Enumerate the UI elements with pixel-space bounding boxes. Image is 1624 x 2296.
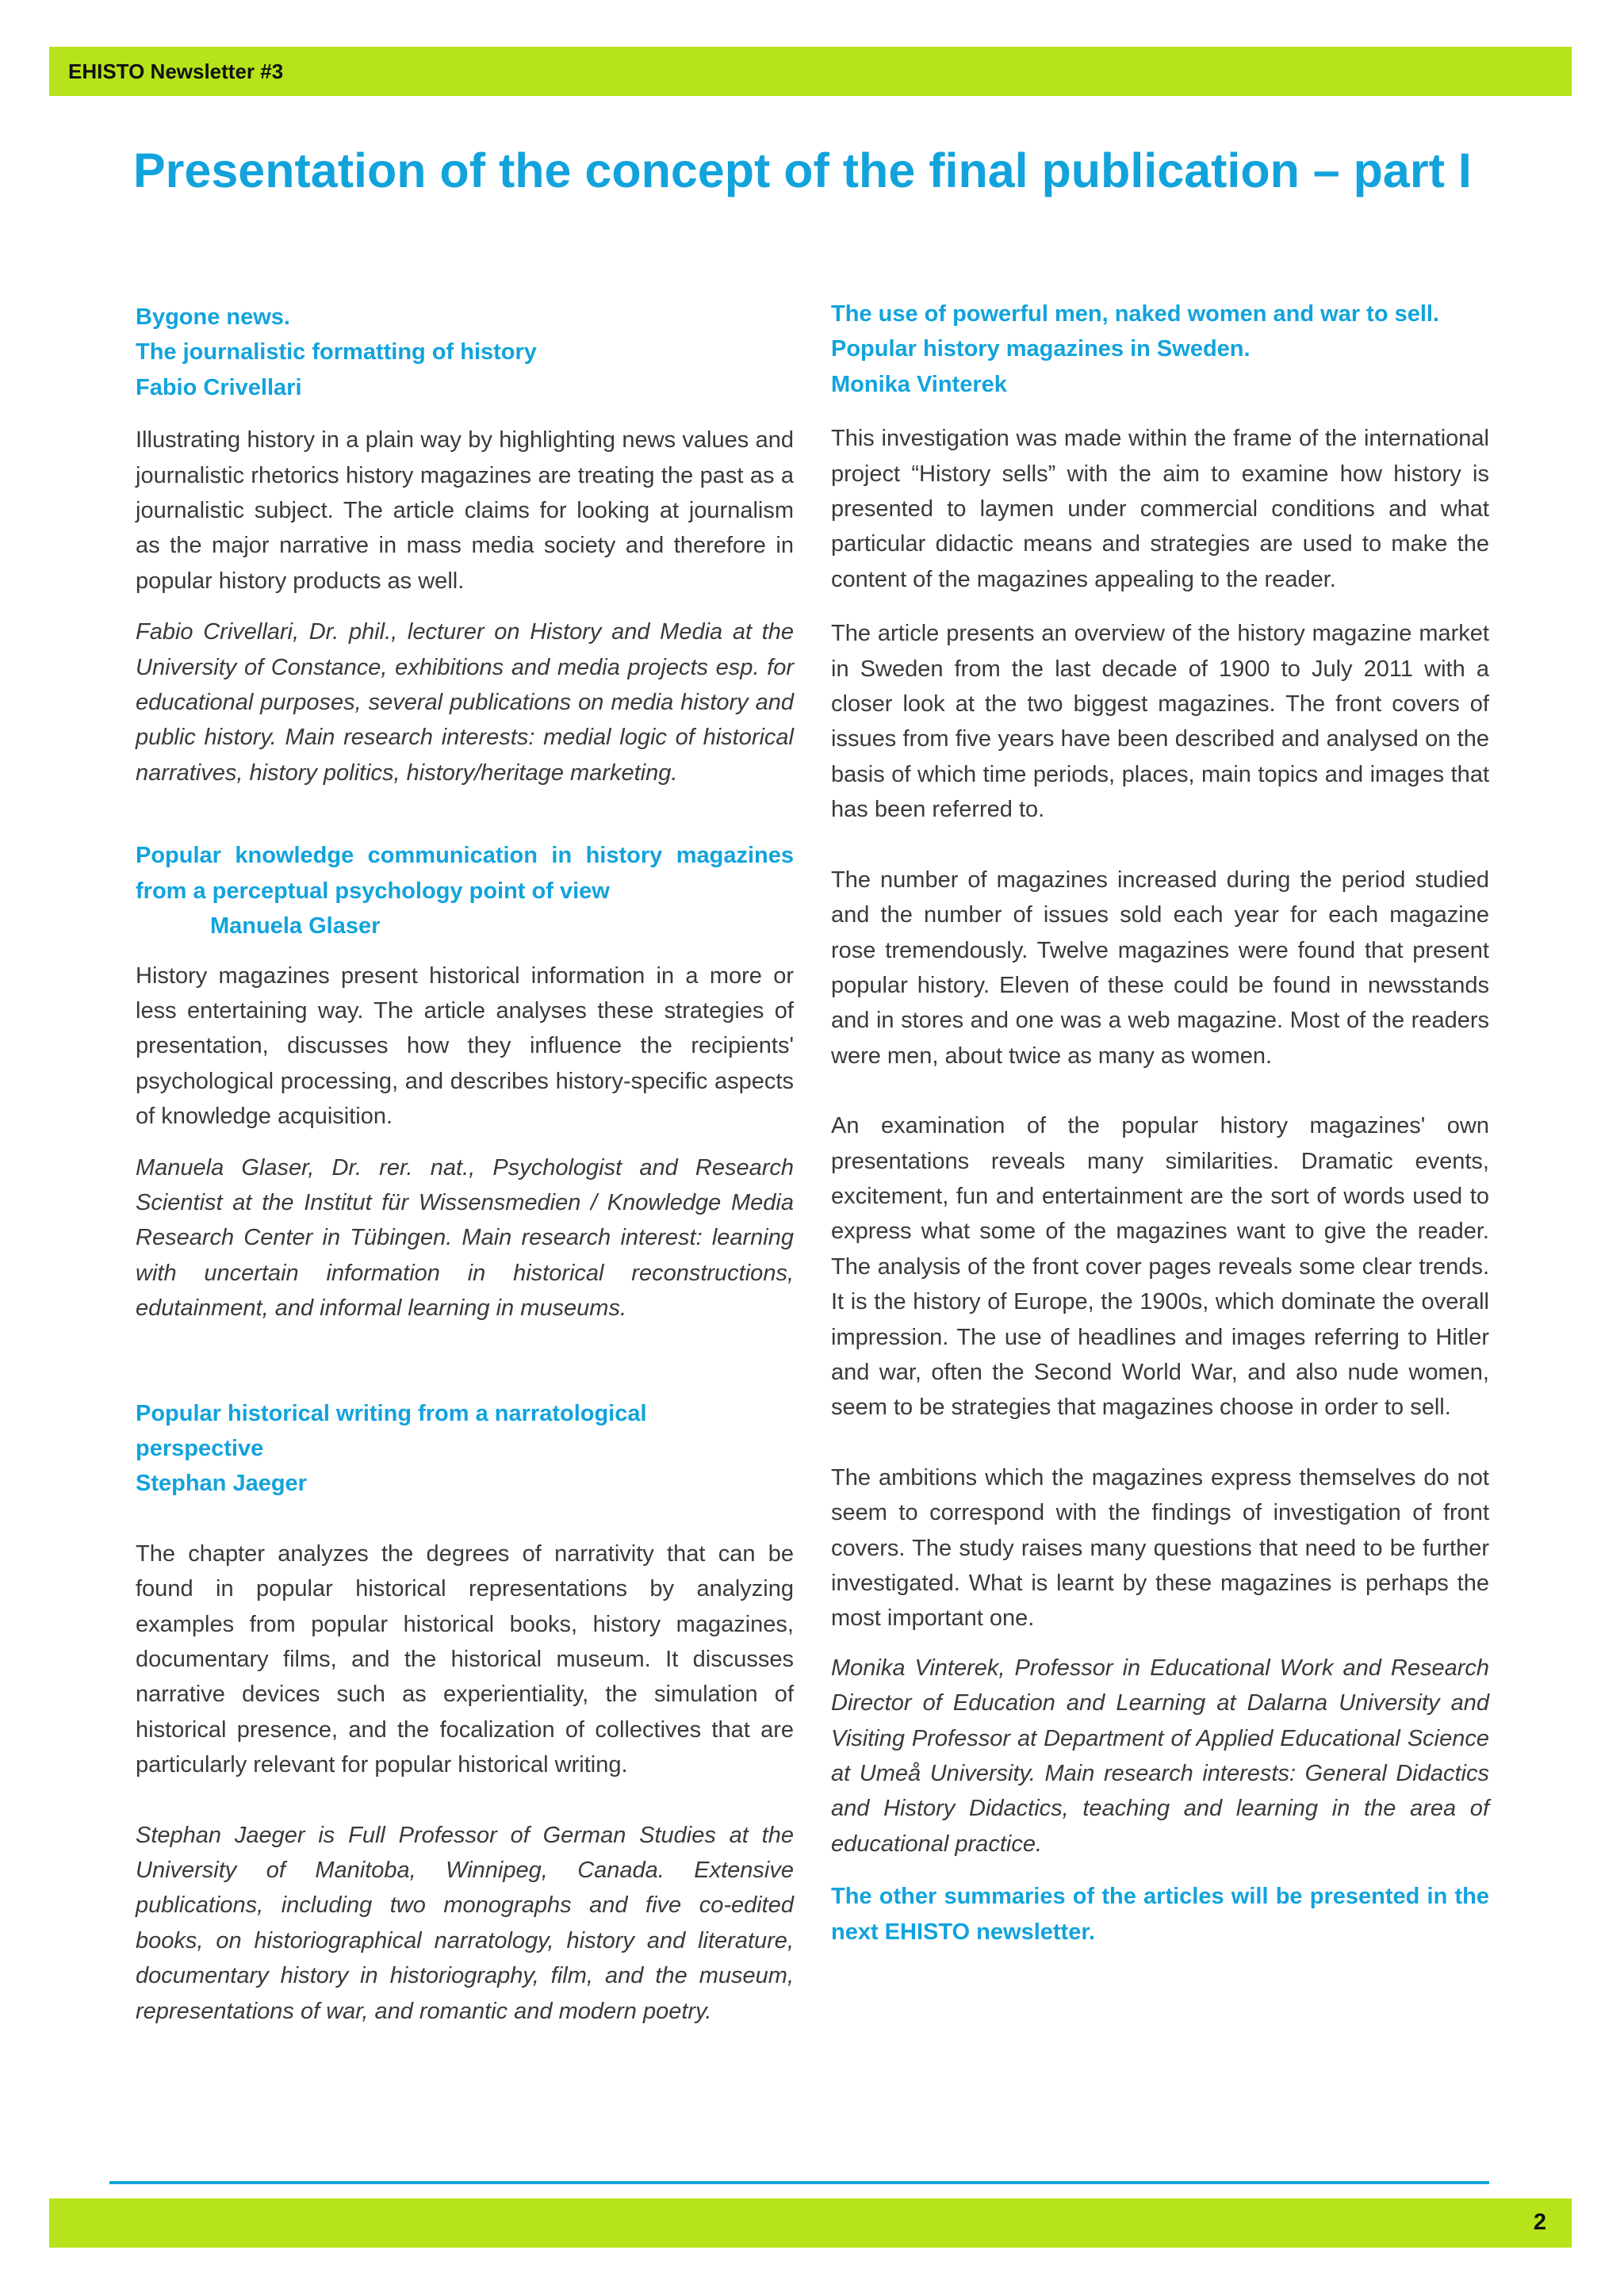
article-heading-crivellari bbox=[136, 300, 794, 405]
heading-author: Manuela Glaser bbox=[210, 913, 381, 939]
author-bio: Manuela Glaser, Dr. rer. nat., Psychologist and Research Scientist at the Institut für Wissensmedien / Knowledge Media Research Center in Tübingen. Main research interest: learning with uncertain information in historical reconstructions, edutainment, and informal learning in museums. bbox=[136, 1154, 794, 1322]
article-heading-jaeger bbox=[136, 1396, 794, 1502]
right-column bbox=[831, 300, 1489, 1950]
article-summary: The chapter analyzes the degrees of narrativity that can be found in popular historical representations by analyzing examples from popular historical books, history magazines, documentary films, and the historical museum. It discusses narrative devices such as experientiality, the simulation of historical presence, and the focalization of collectives that are particularly relevant for popular historical writing. bbox=[136, 1540, 794, 1778]
author-bio: Fabio Crivellari, Dr. phil., lecturer on History and Media at the University of Constance, exhibitions and media projects esp. for educational purposes, several publications on media history and public history. Main research interests: medial logic of historical narratives, history politics, history/heritage marketing. bbox=[136, 619, 794, 786]
heading-line: The journalistic formatting of history bbox=[136, 339, 537, 365]
article-paragraph: The article presents an overview of the history magazine market in Sweden from the last decade of 1900 to July 2011 with a closer look at the two biggest magazines. The front covers of issues from five years have been described and analysed on the basis of which time periods, places, main topics and images that has been referred to. bbox=[831, 621, 1489, 823]
page-title: Presentation of the concept of the final publication – part I bbox=[133, 144, 1472, 197]
article-paragraph: An examination of the popular history magazines' own presentations reveals many similarities. Dramatic events, excitement, fun and entertainment are the sort of words used to express what some of the magazines want to give the reader. The analysis of the front cover pages reveals some clear trends. It is the history of Europe, the 1900s, which dominate the overall impression. The use of headlines and images referring to Hitler and war, often the Second World War, and also nude women, seem to be strategies that magazines choose in order to sell. bbox=[831, 1113, 1489, 1421]
article-summary: Illustrating history in a plain way by highlighting news values and journalistic rhetorics history magazines are treating the past as a journalistic subject. The article claims for looking at journalism as the major narrative in mass media society and therefore in popular history products as well. bbox=[136, 427, 794, 594]
article-heading-vinterek bbox=[831, 297, 1489, 402]
newsletter-label: EHISTO Newsletter #3 bbox=[68, 59, 284, 83]
article-paragraph: This investigation was made within the frame of the international project “History sells” with the aim to examine how history is presented to laymen under commercial conditions and what particular didactic means and strategies are used to make the content of the magazines appealing to the reader. bbox=[831, 426, 1489, 592]
heading-line: The use of powerful men, naked women and war to sell. bbox=[831, 301, 1440, 327]
footer-bar bbox=[49, 2198, 1572, 2248]
author-bio: Monika Vinterek, Professor in Educational Work and Research Director of Education and Learning at Dalarna University and Visiting Professor at Department of Applied Educational Science at Umeå University. Main research interests: General Didactics and History Didactics, teaching and learning in the area of educational practice. bbox=[831, 1655, 1489, 1857]
heading-line: perspective bbox=[136, 1435, 264, 1461]
left-column bbox=[136, 300, 794, 2029]
heading-line: Bygone news. bbox=[136, 304, 290, 330]
heading-author: Fabio Crivellari bbox=[136, 374, 302, 400]
heading-author: Monika Vinterek bbox=[831, 371, 1007, 397]
article-paragraph: The number of magazines increased during the period studied and the number of issues sold each year for each magazine rose tremendously. Twelve magazines were found that present popular history. Eleven of these could be found in newsstands and in stores and one was a web magazine. Most of the readers were men, about twice as many as women. bbox=[831, 867, 1489, 1069]
heading-author: Stephan Jaeger bbox=[136, 1471, 307, 1497]
heading-line: Popular knowledge communication in history magazines from a perceptual psychology point of view bbox=[136, 843, 794, 904]
article-summary: History magazines present historical information in a more or less entertaining way. The article analyses these strategies of presentation, discusses how they influence the recipients' psychological processing, and describes history-specific aspects of knowledge acquisition. bbox=[136, 962, 794, 1130]
closing-note: The other summaries of the articles will be presented in the next EHISTO newsletter. bbox=[831, 1884, 1489, 1945]
author-bio: Stephan Jaeger is Full Professor of German Studies at the University of Manitoba, Winnipeg, Canada. Extensive publications, including two monographs and five co-edited books, on historiographical narratology, history and literature, documentary history in historiography, film, and the museum, representations of war, and romantic and modern poetry. bbox=[136, 1822, 794, 2024]
page-number: 2 bbox=[1533, 2210, 1546, 2235]
article-paragraph: The ambitions which the magazines express themselves do not seem to correspond with the findings of investigation of front covers. The study raises many questions that need to be further investigated. What is learnt by these magazines is perhaps the most important one. bbox=[831, 1464, 1489, 1632]
header-bar bbox=[49, 47, 1572, 96]
heading-line: Popular historical writing from a narratological bbox=[136, 1400, 647, 1426]
footer-divider bbox=[109, 2181, 1489, 2184]
heading-line: Popular history magazines in Sweden. bbox=[831, 336, 1251, 362]
article-heading-glaser bbox=[136, 838, 794, 943]
